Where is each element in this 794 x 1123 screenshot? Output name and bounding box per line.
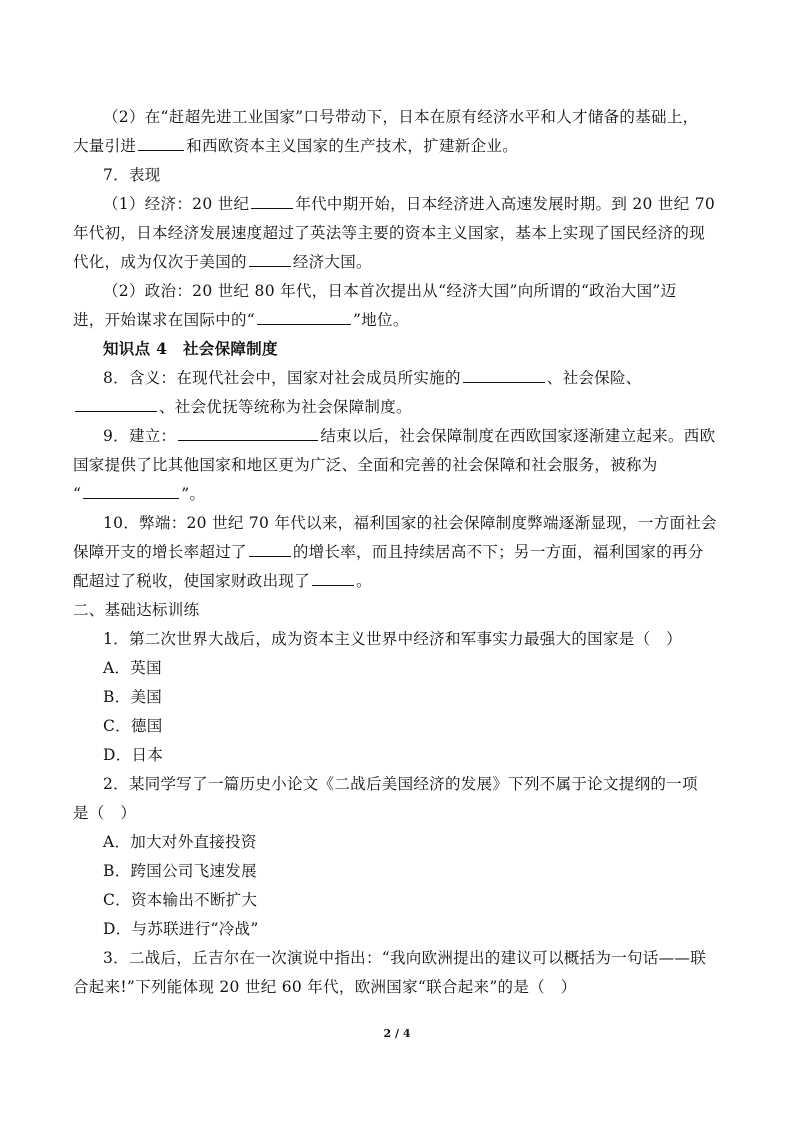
text-line: 进，开始谋求在国际中的“ ”地位。 — [73, 311, 409, 329]
text-line: （2）在“赶超先进工业国家”口号带动下，日本在原有经济水平和人才储备的基础上， — [103, 108, 699, 126]
text-line: “ ”。 — [73, 485, 206, 503]
option[interactable]: D．与苏联进行“冷战” — [103, 920, 259, 938]
fill-blank[interactable] — [138, 136, 184, 151]
question: 合起来!”下列能体现 20 世纪 60 年代，欧洲国家“联合起来”的是（ ） — [73, 978, 577, 996]
fill-blank[interactable] — [251, 194, 293, 209]
fill-blank[interactable] — [257, 310, 351, 325]
question: 是（ ） — [73, 804, 137, 822]
section-heading: 二、基础达标训练 — [73, 601, 200, 619]
option[interactable]: B．美国 — [103, 688, 163, 706]
fill-blank[interactable] — [75, 397, 157, 412]
option[interactable]: D．日本 — [103, 746, 164, 764]
text-line: 大量引进 和西欧资本主义国家的生产技术，扩建新企业。 — [73, 137, 519, 155]
page-number: 2 / 4 — [383, 1027, 411, 1040]
text-line: 国家提供了比其他国家和地区更为广泛、全面和完善的社会保障和社会服务，被称为 — [73, 456, 658, 474]
text-line: 代化，成为仅次于美国的 经济大国。 — [73, 253, 372, 271]
option[interactable]: C．资本输出不断扩大 — [103, 891, 258, 909]
question: 3．二战后，丘吉尔在一次演说中指出：“我向欧洲提出的建议可以概括为一句话——联 — [103, 949, 706, 967]
fill-blank[interactable] — [178, 426, 318, 441]
fill-blank[interactable] — [249, 542, 291, 557]
section-heading: 知识点 4 社会保障制度 — [103, 339, 278, 358]
question: 2．某同学写了一篇历史小论文《二战后美国经济的发展》下列不属于论文提纲的一项 — [103, 775, 698, 793]
text-line: 、社会优抚等统称为社会保障制度。 — [73, 397, 412, 417]
text-line: 8．含义：在现代社会中，国家对社会成员所实施的 、社会保险、 — [103, 369, 642, 387]
text-line: 10．弊端：20 世纪 70 年代以来，福利国家的社会保障制度弊端逐渐显现，一方面社会 — [103, 514, 717, 532]
option[interactable]: A．加大对外直接投资 — [103, 833, 257, 851]
text-line: 配超过了税收，使国家财政出现了 。 — [73, 572, 372, 590]
text-line: 年代初，日本经济发展速度超过了英法等主要的资本主义国家，基本上实现了国民经济的现 — [73, 224, 706, 242]
fill-blank[interactable] — [249, 252, 291, 267]
fill-blank[interactable] — [312, 571, 354, 586]
text-line: （2）政治：20 世纪 80 年代，日本首次提出从“经济大国”向所谓的“政治大国”迈 — [103, 282, 677, 300]
fill-blank[interactable] — [83, 484, 179, 499]
text-line: 9．建立： 结束以后，社会保障制度在西欧国家逐渐建立起来。西欧 — [103, 427, 716, 445]
question: 1．第二次世界大战后，成为资本主义世界中经济和军事实力最强大的国家是（ ） — [103, 630, 682, 648]
option[interactable]: B．跨国公司飞速发展 — [103, 862, 257, 880]
text-line: 7．表现 — [103, 166, 161, 184]
fill-blank[interactable] — [463, 368, 545, 383]
text-line: （1）经济：20 世纪 年代中期开始，日本经济进入高速发展时期。到 20 世纪 70 — [103, 195, 716, 213]
text-line: 保障开支的增长率超过了 的增长率，而且持续居高不下；另一方面，福利国家的再分 — [73, 543, 704, 561]
option[interactable]: A．英国 — [103, 659, 162, 677]
option[interactable]: C．德国 — [103, 717, 163, 735]
